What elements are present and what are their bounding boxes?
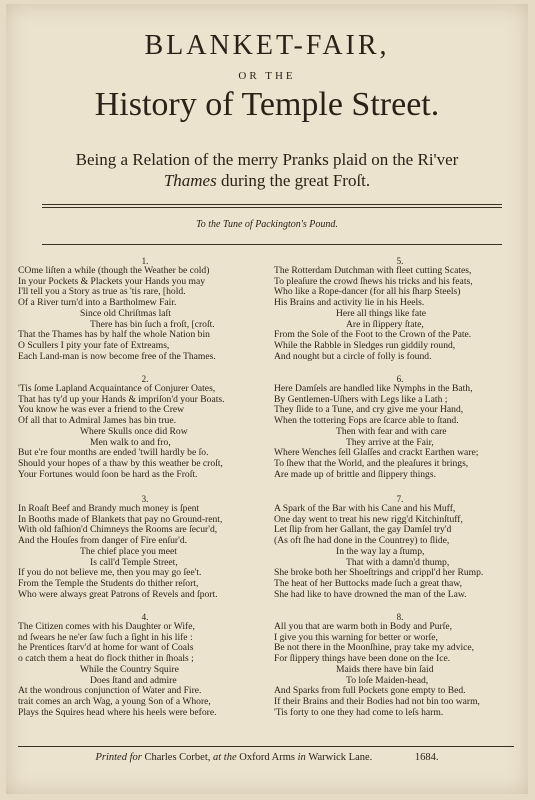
verse-line: If their Brains and their Bodies had not bin too warm, bbox=[274, 695, 480, 707]
verse-line: That the Thames has by half the whole Nation bin bbox=[18, 329, 210, 341]
verse-line: One day went to treat his new rigg'd Kitchinſtuff, bbox=[274, 513, 463, 525]
verse-line: Who were always great Patrons of Revels and ſport. bbox=[18, 588, 218, 600]
stanza-1 bbox=[18, 256, 272, 362]
imprint-sign: Oxford Arms bbox=[239, 752, 295, 763]
imprint bbox=[6, 752, 528, 763]
verse-line: Your Fortunes would ſoon be hard as the Froſt. bbox=[18, 468, 198, 480]
verse-line: Since old Chriſtmas laſt bbox=[80, 307, 171, 319]
verse-line: By Gentlemen-Uſhers with Legs like a Lath ; bbox=[274, 393, 448, 405]
verse-line: Where Skulls once did Row bbox=[80, 425, 188, 437]
stanza-number: 4. bbox=[141, 612, 149, 622]
verse-line: There has bin ſuch a froſt, [croſt. bbox=[90, 318, 215, 330]
imprint-year: 1684. bbox=[414, 752, 439, 763]
verse-line: Here Damſels are handled like Nymphs in the Bath, bbox=[274, 383, 473, 394]
verse-line: When the tottering Fops are ſcarce able to ſtand. bbox=[274, 415, 459, 427]
verse-line: COme liſten a while (though the Weather be cold) bbox=[18, 265, 210, 276]
verse-line: If you do not believe me, then you may go ſee't. bbox=[18, 567, 202, 579]
stanza-4 bbox=[18, 612, 272, 718]
verse-line: Here all things like fate bbox=[336, 307, 427, 319]
stanza-number: 2. bbox=[141, 374, 149, 384]
verse-line: That with a damn'd thump, bbox=[346, 556, 450, 568]
subtitle-line-b: during the great Froſt. bbox=[216, 171, 371, 190]
verse-line: Where Wenches ſell Glaſſes and crackt Earthen ware; bbox=[274, 447, 479, 459]
imprint-street: Warwick Lane. bbox=[308, 752, 373, 763]
verse-line: And Sparks from full Pockets gone empty to Bed. bbox=[274, 685, 466, 697]
verse-line: To ſhew that the World, and the pleaſures it brings, bbox=[274, 457, 469, 469]
verse-line: A Spark of the Bar with his Cane and his Muff, bbox=[274, 503, 456, 514]
stanza-7 bbox=[274, 494, 526, 600]
verse-line: She had like to have drowned the man of the Law. bbox=[274, 588, 467, 600]
verse-line: Let ſlip from her Gallant, the gay Damſel try'd bbox=[274, 524, 452, 536]
imprint-at: at the bbox=[210, 752, 240, 763]
verse-line: (As oft ſhe had done in the Countrey) to ſlide, bbox=[274, 535, 450, 547]
tune-line: To the Tune of Packington's Pound. bbox=[196, 219, 338, 230]
verse-line: In your Pockets & Plackets your Hands you may bbox=[18, 275, 206, 287]
verse-line: The chief place you meet bbox=[80, 545, 177, 557]
imprint-in: in bbox=[294, 752, 309, 763]
subtitle-line-a: Being a Relation of the merry Pranks plaid on the Ri'ver bbox=[75, 150, 459, 169]
verse-line: Should your hopes of a thaw by this weather be croſt, bbox=[18, 457, 223, 469]
verse-line: trait comes an arch Wag, a young Son of a Whore, bbox=[18, 695, 211, 707]
verse-line: All you that are warm both in Body and Purſe, bbox=[274, 621, 452, 632]
verse-line: But e're four months are ended 'twill hardly be ſo. bbox=[18, 447, 209, 459]
verse-line: Of all that to Admiral James has bin true. bbox=[18, 415, 176, 427]
subtitle-thames: Thames bbox=[163, 171, 217, 190]
verse-line: And the Houſes from danger of Fire enſur'd. bbox=[18, 535, 188, 547]
verse-line: Are in ſlippery ſtate, bbox=[346, 318, 424, 330]
verse-line: O Scullers I pity your fate of Extreams, bbox=[18, 339, 170, 351]
stanza-6 bbox=[274, 374, 526, 480]
verse-line: His Brains and activity lie in his Heels. bbox=[274, 297, 425, 309]
verse-line: Does ſtand and admire bbox=[90, 674, 177, 686]
verse-line: To loſe Maiden-head, bbox=[346, 674, 429, 686]
verse-line: Who like a Rope-dancer (for all his ſharp Steels) bbox=[274, 286, 461, 298]
verse-line: I'll tell you a Story as true as 'tis rare, [hold. bbox=[18, 286, 186, 298]
imprint-printed-for: Printed for bbox=[95, 752, 145, 763]
rule-mid bbox=[42, 244, 502, 245]
verse-line: At the wondrous conjunction of Water and Fire. bbox=[18, 685, 202, 697]
verse-line: Then with fear and with care bbox=[336, 425, 447, 437]
verse-line: In Booths made of Blankets that pay no Ground-rent, bbox=[18, 513, 223, 525]
stanza-number: 3. bbox=[141, 494, 149, 504]
verse-line: From the Temple the Students do thither reſort, bbox=[18, 577, 199, 589]
verse-line: To pleaſure the crowd ſhews his tricks and his feats, bbox=[274, 275, 473, 287]
verse-line: While the Country Squire bbox=[80, 663, 179, 675]
broadside-sheet bbox=[6, 4, 528, 794]
stanza-3 bbox=[18, 494, 272, 600]
verse-line: Is call'd Temple Street, bbox=[90, 556, 178, 568]
stanza-number: 1. bbox=[141, 256, 149, 266]
verse-line: They arrive at the Fair, bbox=[346, 436, 434, 448]
verse-line: Are made up of brittle and ſlippery things. bbox=[274, 468, 436, 480]
imprint-printer: Charles Corbet, bbox=[144, 752, 211, 763]
stanza-number: 7. bbox=[396, 494, 404, 504]
stanza-5 bbox=[274, 256, 526, 362]
verse-line: The heat of her Buttocks made ſuch a great thaw, bbox=[274, 577, 462, 589]
verse-line: That has ty'd up your Hands & impriſon'd your Boats. bbox=[18, 393, 225, 405]
verse-line: Be not there in the Moonſhine, pray take my advice, bbox=[274, 642, 475, 654]
verse-line: Men walk to and fro, bbox=[90, 436, 171, 448]
verse-line: From the Sole of the Foot to the Crown of the Pate. bbox=[274, 329, 472, 341]
verse-line: 'Tis ſome Lapland Acquaintance of Conjurer Oates, bbox=[18, 383, 216, 394]
verse-line: You know he was ever a friend to the Crew bbox=[18, 404, 185, 416]
verse-line: While the Rabble in Sledges run giddily round, bbox=[274, 339, 456, 351]
verse-line: In Roaſt Beef and Brandy much money is ſpent bbox=[18, 503, 200, 514]
verse-line: And nought but a circle of folly is found. bbox=[274, 350, 432, 362]
verse-line: Of a River turn'd into a Bartholmew Fair. bbox=[18, 297, 177, 309]
verse-line: o catch them a heat do flock thither in ſhoals ; bbox=[18, 653, 194, 665]
verse-line: The Rotterdam Dutchman with fleet cutting Scates, bbox=[274, 265, 472, 276]
verse-line: 'Tis forty to one they had come to leſs harm. bbox=[274, 706, 444, 718]
verse-line: Plays the Squires head where his heels were before. bbox=[18, 706, 217, 718]
verse-line: For ſlippery things have been done on the Ice. bbox=[274, 653, 451, 665]
verse-line: nd ſwears he ne'er ſaw ſuch a ſight in his life : bbox=[18, 631, 193, 643]
stanza-number: 5. bbox=[396, 256, 404, 266]
title-line-2: OR THE bbox=[238, 70, 296, 82]
title-line-3: History of Temple Street. bbox=[94, 86, 440, 123]
verse-line: She broke both her Shoeſtrings and crippl'd her Rump. bbox=[274, 567, 484, 579]
verse-line: Maids there have bin ſaid bbox=[336, 663, 434, 675]
verse-line: In the way lay a ſtump, bbox=[336, 545, 425, 557]
rule-bottom bbox=[18, 746, 514, 747]
stanza-8 bbox=[274, 612, 526, 718]
stanza-2 bbox=[18, 374, 272, 480]
title-line-1: BLANKET-FAIR, bbox=[144, 30, 390, 61]
verse-line: With old faſhion'd Chimneys the Rooms are ſecur'd, bbox=[18, 524, 218, 536]
verse-line: The Citizen comes with his Daughter or Wife, bbox=[18, 621, 195, 632]
subtitle bbox=[6, 149, 528, 191]
stanza-number: 8. bbox=[396, 612, 404, 622]
verse-line: Each Land-man is now become free of the Thames. bbox=[18, 350, 216, 362]
stanza-number: 6. bbox=[396, 374, 404, 384]
verse-line: They ſlide to a Tune, and cry give me your Hand, bbox=[274, 404, 464, 416]
verse-line: I give you this warning for better or worſe, bbox=[274, 631, 438, 643]
rule-top-2 bbox=[42, 207, 502, 208]
verse-line: he Prentices ſtarv'd at home for want of Coals bbox=[18, 642, 194, 654]
rule-top bbox=[42, 204, 502, 205]
